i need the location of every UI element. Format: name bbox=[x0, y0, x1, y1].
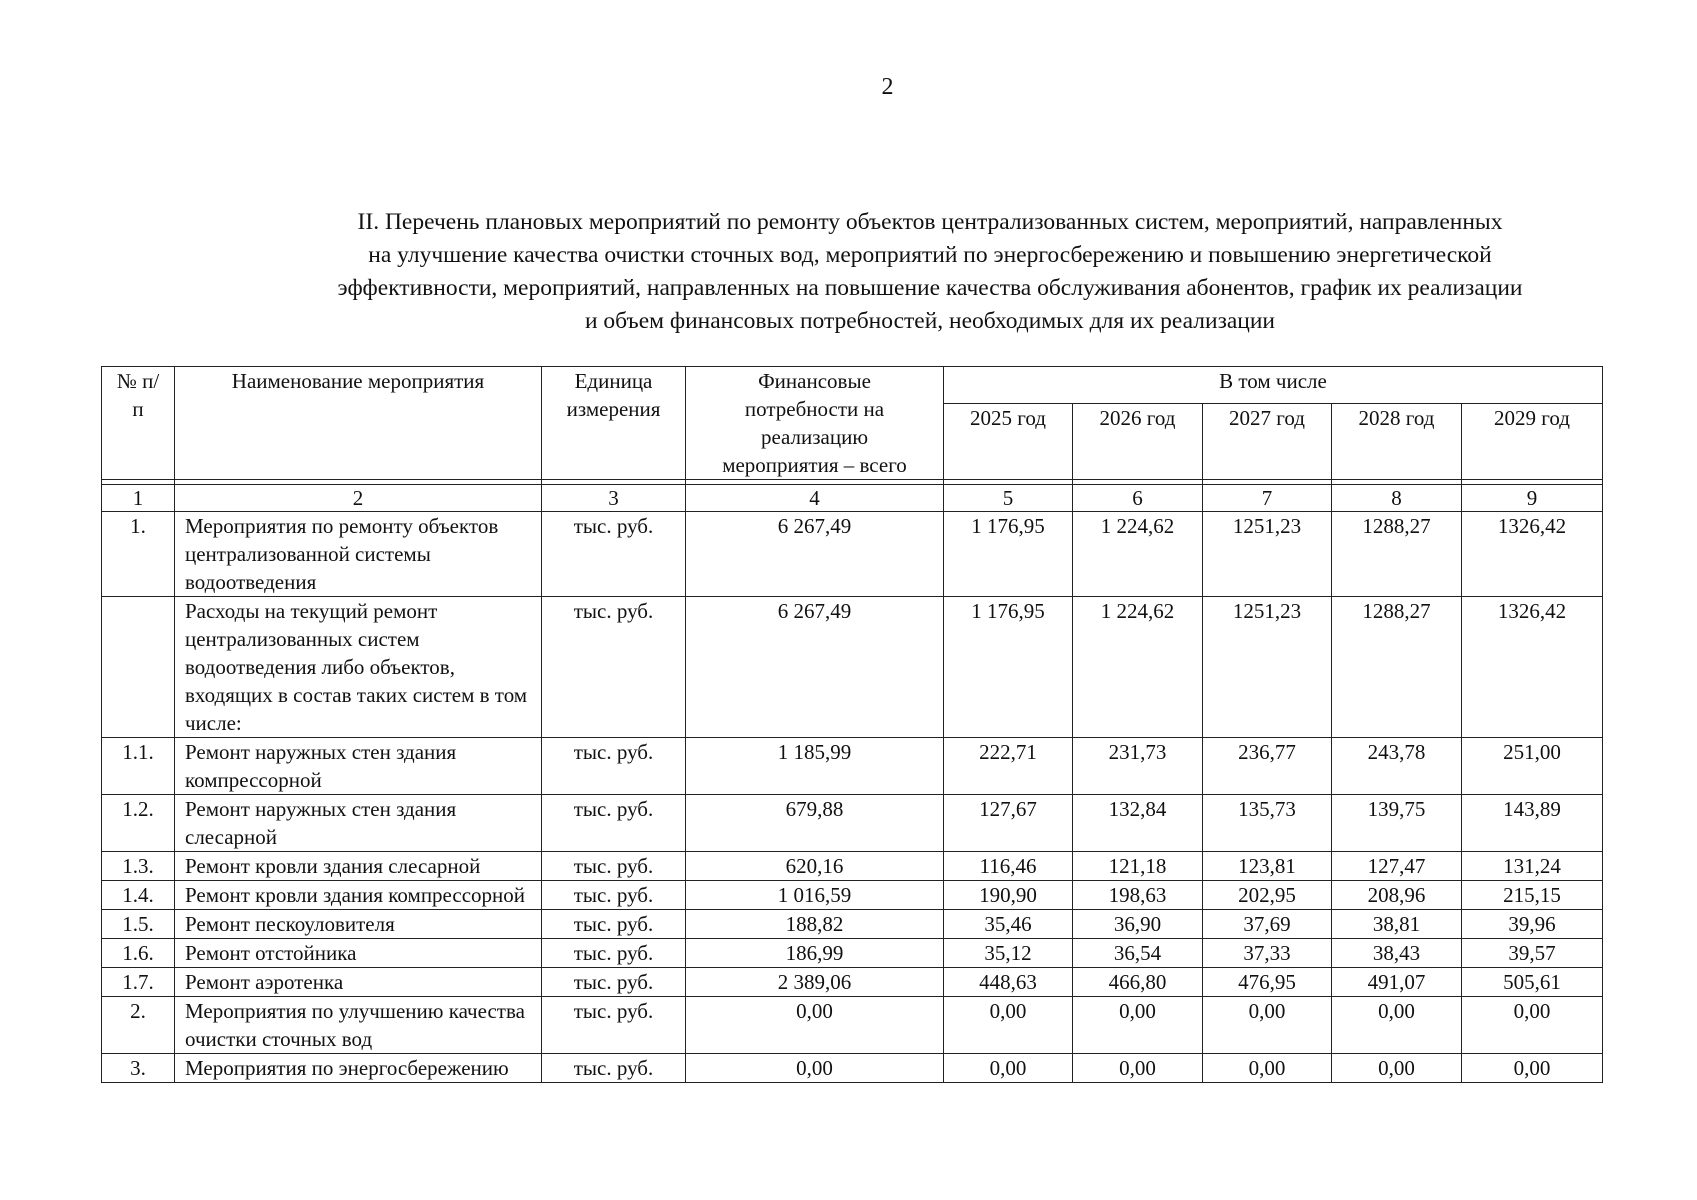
row-name: Ремонт наружных стен здания компрессорной bbox=[175, 738, 542, 795]
row-y2027: 135,73 bbox=[1203, 795, 1332, 852]
table-row bbox=[102, 997, 1603, 1054]
row-y2026: 36,90 bbox=[1073, 910, 1203, 939]
row-name: Мероприятия по улучшению качества очистки сточных вод bbox=[175, 997, 542, 1054]
row-y2026: 1 224,62 bbox=[1073, 512, 1203, 597]
row-name: Ремонт наружных стен здания слесарной bbox=[175, 795, 542, 852]
row-number: 1.7. bbox=[102, 968, 175, 997]
row-y2027: 37,69 bbox=[1203, 910, 1332, 939]
row-y2029: 1326,42 bbox=[1462, 512, 1603, 597]
row-total: 679,88 bbox=[686, 795, 944, 852]
header-name: Наименование мероприятия bbox=[175, 367, 542, 480]
row-number: 1.5. bbox=[102, 910, 175, 939]
header-num: № п/п bbox=[102, 367, 175, 480]
row-y2029: 505,61 bbox=[1462, 968, 1603, 997]
column-number: 5 bbox=[944, 485, 1073, 512]
header-unit: Единица измерения bbox=[542, 367, 686, 480]
header-year: 2027 год bbox=[1203, 404, 1332, 480]
table-row bbox=[102, 910, 1603, 939]
row-y2028: 243,78 bbox=[1332, 738, 1462, 795]
column-number: 8 bbox=[1332, 485, 1462, 512]
table-row bbox=[102, 968, 1603, 997]
row-y2026: 121,18 bbox=[1073, 852, 1203, 881]
row-total: 186,99 bbox=[686, 939, 944, 968]
table-row bbox=[102, 939, 1603, 968]
table-row bbox=[102, 881, 1603, 910]
row-unit: тыс. руб. bbox=[542, 738, 686, 795]
table-row bbox=[102, 738, 1603, 795]
row-y2028: 38,43 bbox=[1332, 939, 1462, 968]
row-y2028: 1288,27 bbox=[1332, 597, 1462, 738]
row-number: 1.4. bbox=[102, 881, 175, 910]
row-y2028: 208,96 bbox=[1332, 881, 1462, 910]
table-row bbox=[102, 597, 1603, 738]
row-y2029: 143,89 bbox=[1462, 795, 1603, 852]
row-name: Ремонт кровли здания компрессорной bbox=[175, 881, 542, 910]
row-number: 1. bbox=[102, 512, 175, 597]
row-y2027: 123,81 bbox=[1203, 852, 1332, 881]
row-y2025: 1 176,95 bbox=[944, 512, 1073, 597]
row-y2029: 39,57 bbox=[1462, 939, 1603, 968]
row-number bbox=[102, 597, 175, 738]
title-line: эффективности, мероприятий, направленных на повышение качества обслуживания абонентов, график их реализации bbox=[337, 275, 1523, 301]
row-y2027: 476,95 bbox=[1203, 968, 1332, 997]
row-y2025: 0,00 bbox=[944, 997, 1073, 1054]
row-y2029: 0,00 bbox=[1462, 997, 1603, 1054]
row-y2029: 0,00 bbox=[1462, 1054, 1603, 1083]
row-y2028: 0,00 bbox=[1332, 1054, 1462, 1083]
row-name: Ремонт аэротенка bbox=[175, 968, 542, 997]
row-y2026: 231,73 bbox=[1073, 738, 1203, 795]
row-unit: тыс. руб. bbox=[542, 939, 686, 968]
plan-table bbox=[101, 366, 1603, 1083]
row-unit: тыс. руб. bbox=[542, 968, 686, 997]
row-name: Ремонт кровли здания слесарной bbox=[175, 852, 542, 881]
row-y2027: 1251,23 bbox=[1203, 597, 1332, 738]
row-y2027: 0,00 bbox=[1203, 997, 1332, 1054]
row-y2025: 222,71 bbox=[944, 738, 1073, 795]
column-number: 7 bbox=[1203, 485, 1332, 512]
row-y2028: 491,07 bbox=[1332, 968, 1462, 997]
row-y2029: 131,24 bbox=[1462, 852, 1603, 881]
table-row bbox=[102, 852, 1603, 881]
row-y2027: 202,95 bbox=[1203, 881, 1332, 910]
row-y2026: 198,63 bbox=[1073, 881, 1203, 910]
row-total: 188,82 bbox=[686, 910, 944, 939]
table-body bbox=[102, 367, 1603, 1083]
row-y2029: 215,15 bbox=[1462, 881, 1603, 910]
document-title bbox=[110, 206, 1697, 338]
row-y2025: 190,90 bbox=[944, 881, 1073, 910]
row-unit: тыс. руб. bbox=[542, 997, 686, 1054]
row-y2026: 36,54 bbox=[1073, 939, 1203, 968]
row-name: Ремонт пескоуловителя bbox=[175, 910, 542, 939]
row-total: 1 016,59 bbox=[686, 881, 944, 910]
title-line: на улучшение качества очистки сточных вод, мероприятий по энергосбережению и повышению энергетической bbox=[368, 242, 1492, 268]
row-unit: тыс. руб. bbox=[542, 852, 686, 881]
row-number: 1.3. bbox=[102, 852, 175, 881]
row-unit: тыс. руб. bbox=[542, 881, 686, 910]
row-number: 1.2. bbox=[102, 795, 175, 852]
row-number: 3. bbox=[102, 1054, 175, 1083]
header-year: 2029 год bbox=[1462, 404, 1603, 480]
row-y2028: 1288,27 bbox=[1332, 512, 1462, 597]
row-y2025: 116,46 bbox=[944, 852, 1073, 881]
row-y2028: 127,47 bbox=[1332, 852, 1462, 881]
row-y2028: 0,00 bbox=[1332, 997, 1462, 1054]
row-y2025: 1 176,95 bbox=[944, 597, 1073, 738]
header-total: Финансовые потребности на реализацию мероприятия – всего bbox=[686, 367, 944, 480]
header-year: 2025 год bbox=[944, 404, 1073, 480]
row-y2028: 38,81 bbox=[1332, 910, 1462, 939]
header-including: В том числе bbox=[944, 367, 1603, 404]
row-name: Расходы на текущий ремонт централизованных систем водоотведения либо объектов, входящих в состав таких систем в том числе: bbox=[175, 597, 542, 738]
page-number: 2 bbox=[881, 74, 894, 100]
row-y2029: 39,96 bbox=[1462, 910, 1603, 939]
row-unit: тыс. руб. bbox=[542, 795, 686, 852]
row-y2025: 127,67 bbox=[944, 795, 1073, 852]
header-year: 2028 год bbox=[1332, 404, 1462, 480]
row-y2025: 448,63 bbox=[944, 968, 1073, 997]
row-name: Мероприятия по ремонту объектов централизованной системы водоотведения bbox=[175, 512, 542, 597]
column-number: 2 bbox=[175, 485, 542, 512]
column-number: 9 bbox=[1462, 485, 1603, 512]
title-line: и объем финансовых потребностей, необходимых для их реализации bbox=[584, 308, 1276, 334]
row-y2027: 0,00 bbox=[1203, 1054, 1332, 1083]
title-line: II. Перечень плановых мероприятий по ремонту объектов централизованных систем, мероприятий, направленных bbox=[357, 209, 1503, 235]
row-y2026: 1 224,62 bbox=[1073, 597, 1203, 738]
table-row bbox=[102, 512, 1603, 597]
row-number: 1.6. bbox=[102, 939, 175, 968]
row-number: 2. bbox=[102, 997, 175, 1054]
row-name: Ремонт отстойника bbox=[175, 939, 542, 968]
column-number: 4 bbox=[686, 485, 944, 512]
table-row bbox=[102, 1054, 1603, 1083]
row-y2026: 466,80 bbox=[1073, 968, 1203, 997]
column-number: 1 bbox=[102, 485, 175, 512]
row-y2027: 37,33 bbox=[1203, 939, 1332, 968]
row-total: 620,16 bbox=[686, 852, 944, 881]
row-y2025: 0,00 bbox=[944, 1054, 1073, 1083]
row-y2027: 236,77 bbox=[1203, 738, 1332, 795]
row-unit: тыс. руб. bbox=[542, 1054, 686, 1083]
row-total: 0,00 bbox=[686, 997, 944, 1054]
row-y2026: 0,00 bbox=[1073, 1054, 1203, 1083]
header-row bbox=[102, 367, 1603, 404]
row-y2026: 132,84 bbox=[1073, 795, 1203, 852]
table-row bbox=[102, 795, 1603, 852]
column-number: 3 bbox=[542, 485, 686, 512]
row-total: 2 389,06 bbox=[686, 968, 944, 997]
row-number: 1.1. bbox=[102, 738, 175, 795]
row-y2025: 35,12 bbox=[944, 939, 1073, 968]
row-unit: тыс. руб. bbox=[542, 512, 686, 597]
row-y2026: 0,00 bbox=[1073, 997, 1203, 1054]
row-y2025: 35,46 bbox=[944, 910, 1073, 939]
row-total: 1 185,99 bbox=[686, 738, 944, 795]
row-unit: тыс. руб. bbox=[542, 597, 686, 738]
row-y2028: 139,75 bbox=[1332, 795, 1462, 852]
row-total: 0,00 bbox=[686, 1054, 944, 1083]
row-name: Мероприятия по энергосбережению bbox=[175, 1054, 542, 1083]
row-y2027: 1251,23 bbox=[1203, 512, 1332, 597]
row-total: 6 267,49 bbox=[686, 597, 944, 738]
row-total: 6 267,49 bbox=[686, 512, 944, 597]
column-numbers-row bbox=[102, 485, 1603, 512]
row-y2029: 1326,42 bbox=[1462, 597, 1603, 738]
column-number: 6 bbox=[1073, 485, 1203, 512]
row-y2029: 251,00 bbox=[1462, 738, 1603, 795]
row-unit: тыс. руб. bbox=[542, 910, 686, 939]
header-year: 2026 год bbox=[1073, 404, 1203, 480]
